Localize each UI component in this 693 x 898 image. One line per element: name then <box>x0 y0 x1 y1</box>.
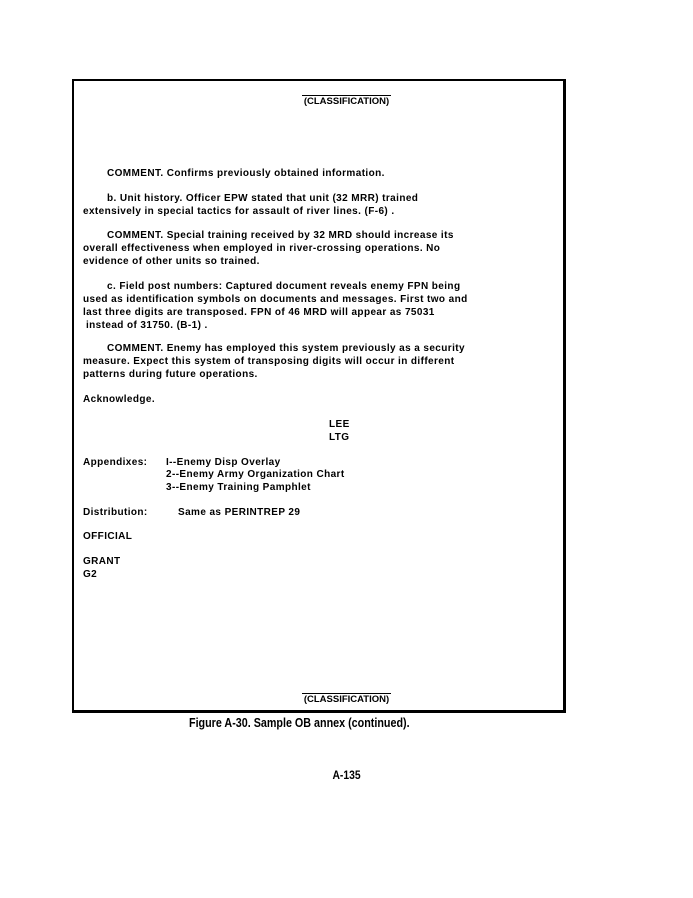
comment-security-line-2: measure. Expect this system of transposing digits will occur in different <box>83 356 455 367</box>
unit-history-line-1: b. Unit history. Officer EPW stated that unit (32 MRR) trained <box>107 193 419 204</box>
signature-rank: LTG <box>329 432 350 443</box>
comment-training-line-2: overall effectiveness when employed in river-crossing operations. No <box>83 243 441 254</box>
classification-top: (CLASSIFICATION) <box>303 96 390 107</box>
acknowledge: Acknowledge. <box>83 394 156 405</box>
page-number: A-135 <box>332 768 361 782</box>
appendix-item: 2--Enemy Army Organization Chart <box>166 469 345 480</box>
field-post-line-3: last three digits are transposed. FPN of 46 MRD will appear as 75031 <box>83 307 435 318</box>
appendix-item: I--Enemy Disp Overlay <box>166 457 281 468</box>
comment-training-line-3: evidence of other units so trained. <box>83 256 260 267</box>
field-post-line-2: used as identification symbols on documents and messages. First two and <box>83 294 468 305</box>
unit-history-line-2: extensively in special tactics for assault of river lines. (F-6) . <box>83 206 395 217</box>
comment-security-line-1: COMMENT. Enemy has employed this system previously as a security <box>107 343 465 354</box>
classification-bottom: (CLASSIFICATION) <box>303 694 390 705</box>
figure-caption: Figure A-30. Sample OB annex (continued). <box>189 716 410 730</box>
appendix-item: 3--Enemy Training Pamphlet <box>166 482 311 493</box>
official-title: G2 <box>83 569 98 580</box>
signature-name: LEE <box>329 419 350 430</box>
field-post-line-1: c. Field post numbers: Captured document reveals enemy FPN being <box>107 281 461 292</box>
appendixes-label: Appendixes: <box>83 457 148 468</box>
comment-training-line-1: COMMENT. Special training received by 32 MRD should increase its <box>107 230 454 241</box>
comment-confirms: COMMENT. Confirms previously obtained information. <box>107 168 385 179</box>
official-name: GRANT <box>83 556 121 567</box>
official-label: OFFICIAL <box>83 531 133 542</box>
distribution-label: Distribution: <box>83 507 148 518</box>
comment-security-line-3: patterns during future operations. <box>83 369 258 380</box>
field-post-line-4: instead of 31750. (B-1) . <box>86 320 208 331</box>
distribution-value: Same as PERINTREP 29 <box>178 507 301 518</box>
